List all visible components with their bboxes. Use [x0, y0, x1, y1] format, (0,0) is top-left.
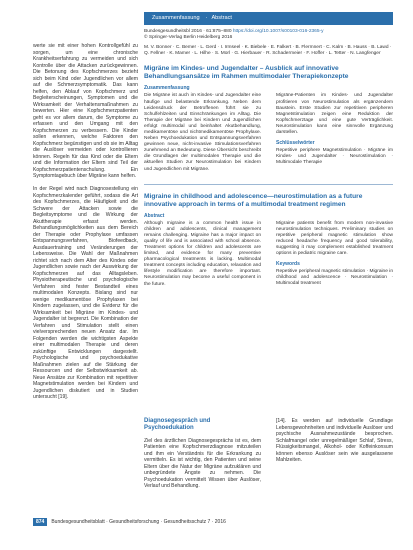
zusammenfassung-heading: Zusammenfassung	[144, 85, 190, 92]
abstract-box	[144, 29, 393, 291]
header-tag-zusammenfassung: Zusammenfassung	[152, 15, 200, 21]
left-paragraph-1: werte sie mit einer hohen Kontrollgefühl zu sorgen, um eine chronische Krankheitserfahrung zu vermeiden und sich Kontrolle über die Attacken zurückgewinnen. Die Betonung des Kopfschmerzes bezieht sich beim Kind oder Jugendlichen vor allem auf die Schmerzsymptomatik. Das kann helfen, den Ablauf von Kopfschmerz und Begleiterscheinungen, Symptomen und die Wirksamkeit der Verhaltensmaßnahmen zu bewerten. Hier eine Kopfschmerzpatienten geht es vor allem darum, die Symptome zu erfassen und den Umgang mit den Kopfschmerzen zu verbessern. Die Kinder sollen erkennen, welche Faktoren den Kopfschmerz begünstigen und ob sie im Alltag die Auslöser vermeiden oder kontrollieren können. Regeln für das Kind oder die Eltern und die Information der Eltern sind Teil der Kopfschmerzpatientenschulung. Ein Symptomtagebuch über Migräne kann helfen.	[33, 43, 138, 179]
article-title-english: Migraine in childhood and adolescence—neurostimulation as a future innovative approach in terms of a multimodal treatment regimen	[144, 192, 363, 208]
body-col2-text: [14]. Es werden auf individuelle Grundlage Lebensgewohnheiten und individuelle Auslöser und psychische Ausnahmezustände besprochen. Schlafmangel oder unregelmäßiger Schlaf, Stress, Flüssigkeitsmangel, Alkohol- oder Koffeinkonsum können ebenso Auslöser sein wie ausgelassene Mahlzeiten.	[276, 418, 393, 463]
section-heading-diagnose: Diagnosegespräch und Psychoedukation	[144, 418, 211, 432]
abstract-col1: Although migraine is a common health issue in children and adolescents, clinical management remains challenging. Migraine has a major impact on quality of life and is associated with school absence. Treatment options for children and adolescents are limited, and evidence for many preventive pharmacological treatments is lacking. Multimodal treatment concepts including education, relaxation and lifestyle modification are therefore important. Neurostimulation may become a useful component in the future.	[144, 220, 261, 287]
keywords-english: Repetitive peripheral magnetic stimulation · Migraine in childhood and adolescence · Neurostimulation · Multimodal treatment	[276, 269, 393, 287]
section-divider	[144, 184, 393, 185]
meta-citation: Bundesgesundheitsbl 2016 · 61:875–880	[144, 29, 232, 34]
abstract-body	[144, 221, 393, 291]
abstract-header-bar: Zusammenfassung · Abstract	[144, 12, 393, 25]
abstract-heading: Abstract	[144, 212, 165, 219]
header-tag-abstract: Abstract	[211, 15, 232, 21]
left-paragraph-2: In der Regel wird nach Diagnosestellung ein Kopfschmerzkalender geführt, sodass die Art des Kopfschmerzes, die Häufigkeit und die Schwere der Attacken sowie die Begleitsymptome und die Wirkung der Akuttherapie erfasst werden. Behandlungsmöglichkeiten aus dem Bereich der Therapie oder Prophylaxe umfassen Entspannungsverfahren, Biofeedback, Ausdauertraining und Veränderungen der Lebensweise. Die Wahl der Maßnahmen richtet sich nach dem Alter des Kindes oder Jugendlichen sowie nach der Auswirkung der Kopfschmerzen auf das Alltagsleben. Physiotherapeutische und psychologische Verfahren sind fester Bestandteil eines multimodalen Konzepts. Bislang sind nur wenige medikamentöse Prophylaxen bei Kindern zugelassen, und die Evidenz für die Wirksamkeit bei Migräne im Kindes- und Jugendalter ist begrenzt. Die Kombination der Verfahren und Stimulation stellt einen vielversprechenden neuen Ansatz dar. Im Folgenden werden die wichtigsten Aspekte einer multimodalen Therapie und deren zukünftige Entwicklungen dargestellt. Psychologische und psychoedukative Maßnahmen zielen auf die Stärkung der Ressourcen und der Selbstwirksamkeit ab. Neue Ansätze zur Kombination mit repetitiver Magnetstimulation werden bei Kindern und Jugendlichen diskutiert und in Studien untersucht [19].	[33, 186, 138, 401]
keywords-german: Repetitive periphere Magnetstimulation · Migräne im Kindes- und Jugendalter · Neurostimulation · Multimodale Therapie	[276, 148, 393, 166]
page-footer	[33, 518, 393, 526]
article-title-german: Migräne im Kindes- und Jugendalter – Ausblick auf innovative Behandlungsansätze im Rahmen multimodaler Therapiekonzepte	[144, 65, 349, 81]
page-number: 874	[33, 518, 47, 526]
left-column-text	[33, 43, 138, 407]
zusammenfassung-body	[144, 93, 393, 175]
article-meta	[144, 29, 393, 41]
meta-copyright: © Springer-Verlag Berlin Heidelberg 2016	[144, 35, 233, 40]
doi-link[interactable]: https://doi.org/10.1007/s00103-016-2365-y	[232, 29, 324, 34]
zusammenfassung-col2: Migräne-Patienten im Kindes- und Jugendalter profitieren von Neurostimulation als ergänzendem Baustein. Erste Studien zur repetitiven peripheren Magnetstimulation zeigen eine Reduktion der Kopfschmerztage und eine gute Verträglichkeit. Neurostimulation kann eine sinnvolle Ergänzung darstellen.	[276, 93, 393, 135]
body-columns	[144, 418, 393, 490]
abstract-col2: Migraine patients benefit from modern non-invasive neurostimulation techniques. Preliminary studies on repetitive peripheral magnetic stimulation show reduced headache frequency and good tolerability, suggesting it may complement established treatment options in pediatric migraine care.	[276, 220, 393, 257]
author-list: M. V. Bonner · C. Bemer · L. Gerd · I. Irmseel · K. Biebele · E. Falkert · B. Flermnert · C. Kalm · B. Hauss · B. Lawd · Q. Fellner · K. Mamer · L. Hilhe · S. Morl · G. Hierbauer · R. Schadermeier · F. Hoffer · L. Tetter · N. Langfenger	[144, 45, 392, 57]
zusammenfassung-col1: Die Migräne ist auch im Kindes- und Jugendalter eine häufige und belastende Erkrankung. Neben dem Leidensdruck der Betroffenen führt sie zu Schulfehlzeiten und Einschränkungen im Alltag. Die Therapie der Migräne bei Kindern und Jugendlichen erfolgt multimodal und beinhaltet Akutbehandlung, medikamentöse und nichtmedikamentöse Prophylaxe. Neben Psychoedukation und Entspannungsverfahren gewinnen neue, nicht-invasive Stimulationsverfahren zunehmend an Bedeutung. Diese Übersicht beschreibt die Grundlagen der multimodalen Therapie und die aktuellen Studien zur Neurostimulation bei Kindern und Jugendlichen mit Migräne.	[144, 93, 261, 172]
journal-footer: Bundesgesundheitsblatt · Gesundheitsforschung · Gesundheitsschutz 7 · 2016	[51, 519, 226, 525]
schluesselwoerter-heading: Schlüsselwörter	[276, 140, 315, 147]
keywords-heading: Keywords	[276, 261, 300, 268]
body-col1-text: Ziel des ärztlichen Diagnosegesprächs ist es, dem Patienten eine Kopfschmerzdiagnose mitzuteilen und ihm ein Verständnis für die Erkrankung zu vermitteln. Es ist wichtig, den Patienten und seine Eltern über die Natur der Migräne aufzuklären und unbegründete Ängste zu nehmen. Die Psychoedukation vermittelt Wissen über Auslöser, Verlauf und Behandlung.	[144, 437, 261, 490]
